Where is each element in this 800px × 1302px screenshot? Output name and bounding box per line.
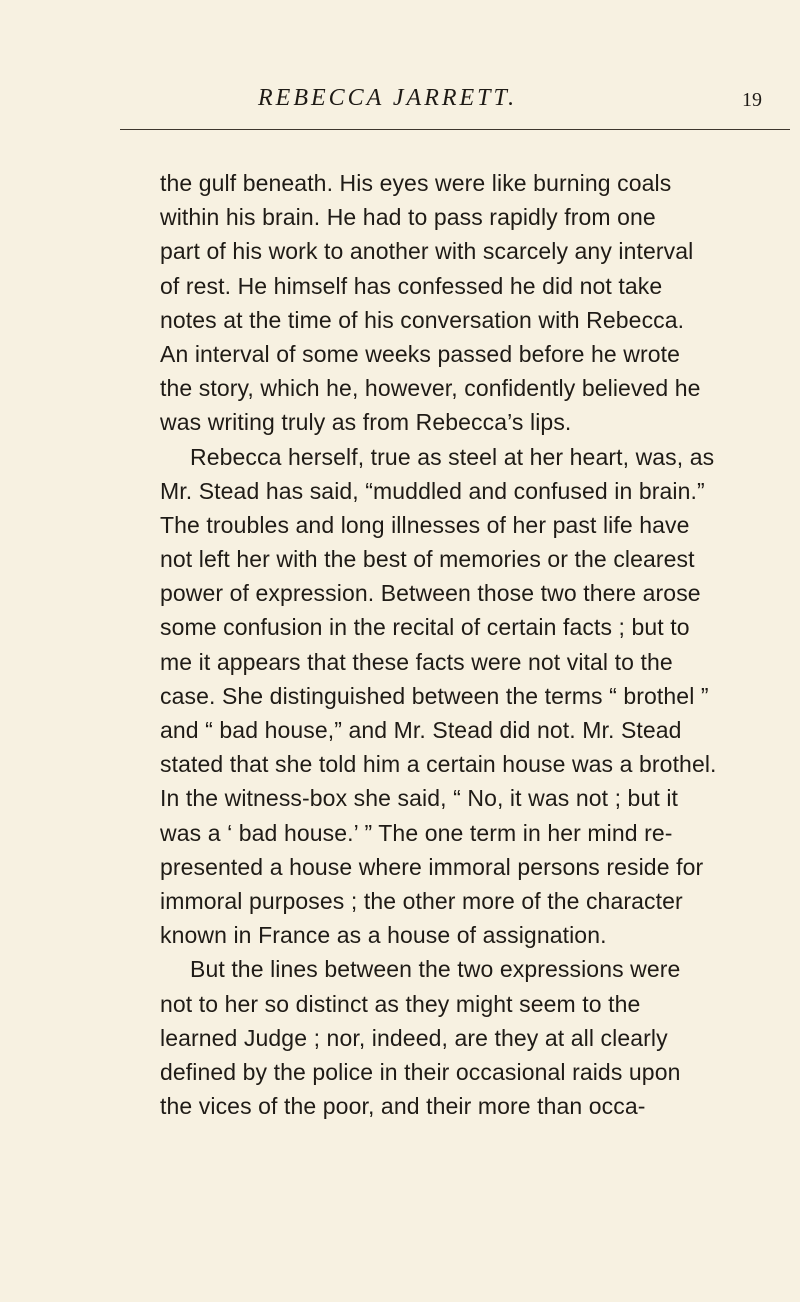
header-rule xyxy=(120,129,790,130)
text-line: the story, which he, however, confidently believed he xyxy=(160,375,701,402)
text-line: notes at the time of his conversation with Rebecca. xyxy=(160,306,685,333)
text-line: learned Judge ; nor, indeed, are they at all clearly xyxy=(160,1024,668,1051)
text-line: In the witness-box she said, “ No, it was not ; but it xyxy=(160,785,679,812)
text-line: power of expression. Between those two there arose xyxy=(160,580,701,607)
text-line: the gulf beneath. His eyes were like burning coals xyxy=(160,170,672,196)
text-line: was a ‘ bad house.’ ” The one term in her mind re- xyxy=(160,819,673,846)
text-line: defined by the police in their occasional raids upon xyxy=(160,1058,681,1085)
text-line: some confusion in the recital of certain facts ; but to xyxy=(160,614,690,641)
text-line: The troubles and long illnesses of her past life have xyxy=(160,511,690,538)
text-line: Mr. Stead has said, “muddled and confused in brain.” xyxy=(160,477,705,504)
running-head: REBECCA JARRETT. xyxy=(258,85,518,111)
text-line: immoral purposes ; the other more of the character xyxy=(160,887,683,914)
text-line: not left her with the best of memories or the clearest xyxy=(160,546,695,573)
text-line: An interval of some weeks passed before he wrote xyxy=(160,340,681,367)
text-line: case. She distinguished between the terms “ brothel ” xyxy=(160,682,709,709)
page-header xyxy=(120,84,790,118)
body-text xyxy=(160,166,795,1123)
paragraph-start-line: But the lines between the two expressions were xyxy=(190,956,681,983)
text-line: within his brain. He had to pass rapidly from one xyxy=(160,204,656,231)
text-line: and “ bad house,” and Mr. Stead did not. Mr. Stead xyxy=(160,717,682,743)
text-line: presented a house where immoral persons reside for xyxy=(160,853,704,880)
paragraph-start-line: Rebecca herself, true as steel at her heart, was, as xyxy=(190,443,715,470)
text-line: part of his work to another with scarcely any interval xyxy=(160,238,694,265)
text-line: was writing truly as from Rebecca’s lips. xyxy=(160,409,572,436)
text-line: me it appears that these facts were not vital to the xyxy=(160,648,673,675)
text-line: the vices of the poor, and their more than occa- xyxy=(160,1093,646,1120)
text-line: of rest. He himself has confessed he did not take xyxy=(160,272,663,299)
text-line: known in France as a house of assignation. xyxy=(160,922,607,949)
text-line: not to her so distinct as they might seem to the xyxy=(160,990,641,1017)
text-line: stated that she told him a certain house was a brothel. xyxy=(160,751,717,778)
page-number: 19 xyxy=(742,89,762,111)
